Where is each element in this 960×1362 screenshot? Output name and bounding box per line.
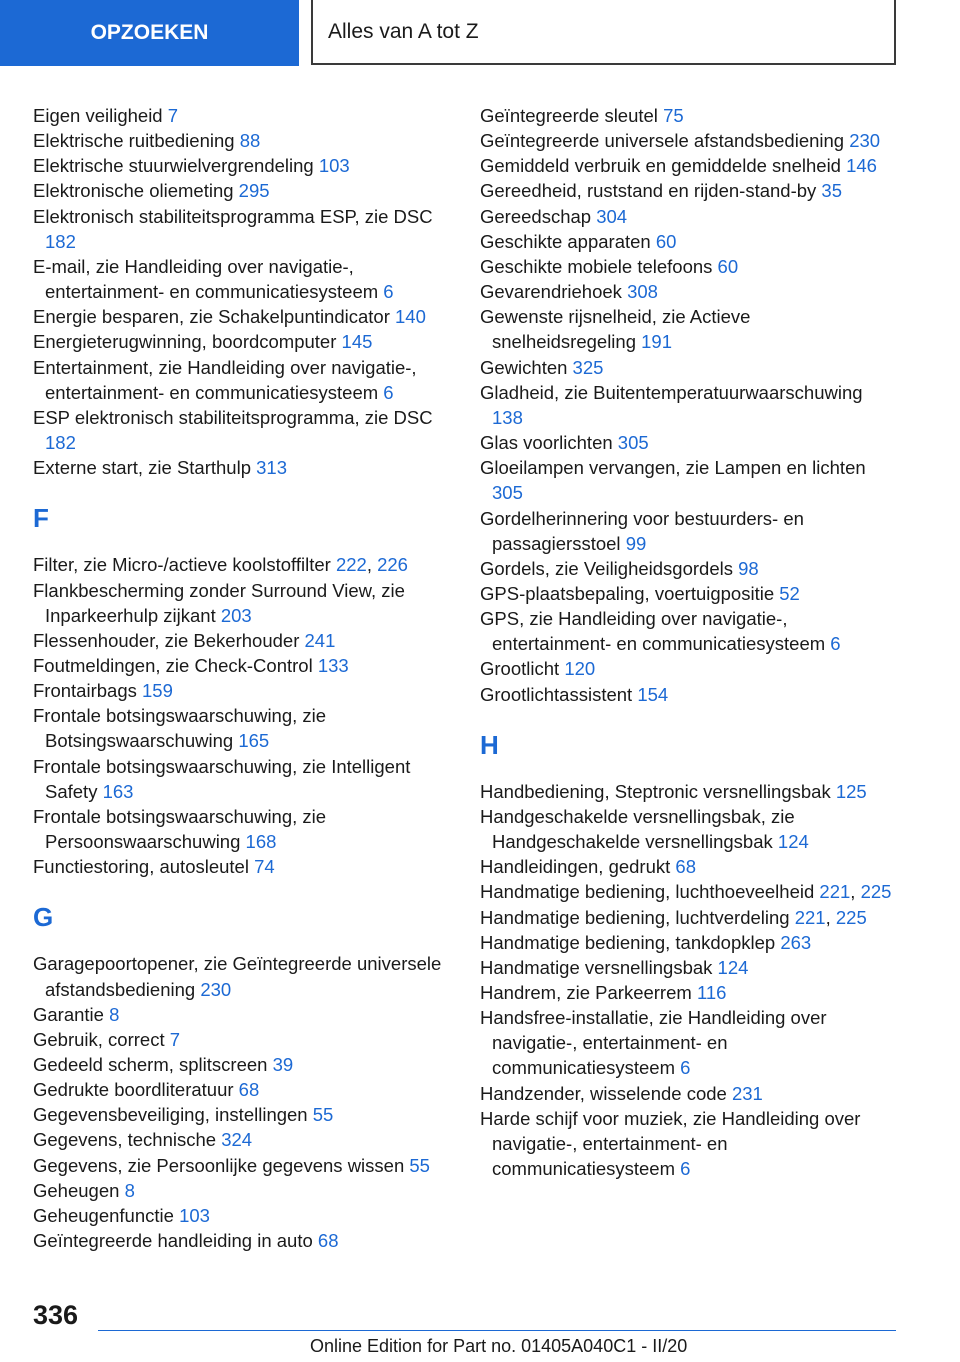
index-entry xyxy=(480,1081,895,1106)
index-entry-text: Gladheid, zie Buitentemperatuurwaarschuwing xyxy=(480,381,863,403)
index-entry-text: Handmatige bediening, luchthoeveelheid xyxy=(480,881,820,903)
index-entry xyxy=(33,254,458,304)
page-reference-link[interactable]: 241 xyxy=(304,629,336,651)
index-entry xyxy=(33,578,458,628)
index-entry-text: Glas voorlichten xyxy=(480,432,618,454)
page-reference-link[interactable]: 98 xyxy=(738,557,759,579)
index-entry: Filter, zie Micro-/actieve koolstoffilter 222, 226 xyxy=(33,554,408,576)
index-entry xyxy=(33,628,458,653)
index-entry-text: Gewenste rijsnelheid, zie Actieve snelheidsregeling xyxy=(480,306,751,353)
index-entry xyxy=(33,178,458,203)
index-entry xyxy=(33,854,458,879)
index-entry xyxy=(480,103,895,128)
index-entry xyxy=(33,1203,458,1228)
page-reference-link[interactable]: 313 xyxy=(256,457,288,479)
page-reference-link[interactable]: 221 xyxy=(819,881,851,903)
index-entry-text: Gloeilampen vervangen, zie Lampen en lichten xyxy=(480,457,866,479)
page-reference-link[interactable]: 99 xyxy=(625,532,647,554)
index-entry xyxy=(33,455,458,480)
index-entry-text: Geschikte mobiele telefoons xyxy=(480,255,718,277)
index-entry xyxy=(33,1127,458,1152)
page-reference-link[interactable]: 116 xyxy=(696,982,727,1003)
index-entry-text: Gegevens, technische xyxy=(33,1129,222,1151)
index-entry-text: Gedrukte boordliteratuur xyxy=(33,1079,239,1101)
index-entry xyxy=(33,1153,458,1178)
index-entry-text: Geïntegreerde handleiding in auto xyxy=(33,1230,318,1252)
index-entry-text: Handmatige versnellingsbak xyxy=(480,956,718,978)
index-entry-text: Gordelherinnering voor bestuurders- en passagiersstoel xyxy=(480,507,804,554)
index-entry xyxy=(33,1052,458,1077)
index-entry xyxy=(480,854,895,879)
index-letter-heading: F xyxy=(33,503,49,534)
index-entry xyxy=(480,204,895,229)
page-reference-link[interactable]: 7 xyxy=(167,105,179,126)
page-reference-link[interactable]: 304 xyxy=(596,205,628,227)
index-column-right xyxy=(480,103,895,1181)
index-entry xyxy=(33,103,458,128)
section-tab[interactable]: OPZOEKEN xyxy=(0,0,299,66)
index-entry xyxy=(480,304,895,354)
index-entry xyxy=(480,1005,895,1080)
page-reference-link[interactable]: 163 xyxy=(102,780,134,802)
index-entry-text: Handzender, wisselende code xyxy=(480,1082,732,1104)
index-entry xyxy=(33,678,458,703)
index-entry xyxy=(480,153,895,178)
index-entry xyxy=(33,355,458,405)
page-reference-link[interactable]: 6 xyxy=(383,381,394,403)
index-entry-text: Flessenhouder, zie Bekerhouder xyxy=(33,629,305,651)
page-reference-link[interactable]: 74 xyxy=(254,856,275,878)
footer-edition: Online Edition for Part no. 01405A040C1 - II/20 xyxy=(310,1336,688,1356)
index-entry xyxy=(480,656,895,681)
page-reference-link[interactable]: 182 xyxy=(45,432,76,454)
page-reference-link[interactable]: 68 xyxy=(675,856,696,878)
page-reference-link[interactable]: 6 xyxy=(680,1158,691,1180)
page-reference-link[interactable]: 35 xyxy=(821,180,842,202)
index-entry xyxy=(480,128,895,153)
page-reference-link[interactable]: 305 xyxy=(492,482,523,504)
page-reference-link[interactable]: 6 xyxy=(830,633,841,655)
index-entry xyxy=(480,178,895,203)
page-reference-link[interactable]: 55 xyxy=(409,1154,430,1176)
page-reference-link[interactable]: 154 xyxy=(637,683,669,705)
index-entry-text: Elektronische oliemeting xyxy=(33,180,239,202)
page-reference-link[interactable]: 182 xyxy=(45,230,76,252)
index-entry-text: Handmatige bediening, tankdopklep xyxy=(480,931,781,953)
page-reference-link[interactable]: 231 xyxy=(731,1082,763,1104)
index-entry-text: Frontale botsingswaarschuwing, zie Intelligent Safety xyxy=(33,755,411,802)
index-entry xyxy=(33,1002,458,1027)
page-reference-link[interactable]: 88 xyxy=(239,130,261,152)
page-reference-link[interactable]: 120 xyxy=(564,658,596,680)
index-entry-text: Filter, zie Micro-/actieve koolstoffilter xyxy=(33,554,336,576)
index-entry-text: Gegevensbeveiliging, instellingen xyxy=(33,1104,313,1126)
index-entry-text: Geïntegreerde universele afstandsbediening xyxy=(480,130,850,152)
index-entry xyxy=(33,951,458,1001)
index-entry xyxy=(480,606,895,656)
page-reference-link[interactable]: 263 xyxy=(780,931,812,953)
index-entry-text: Handmatige bediening, luchtverdeling xyxy=(480,906,795,928)
page-reference-link[interactable]: 168 xyxy=(245,831,277,853)
index-entry xyxy=(480,581,895,606)
index-entry-text: GPS-plaatsbepaling, voertuigpositie xyxy=(480,582,780,604)
page-reference-link[interactable]: 133 xyxy=(317,654,349,676)
index-entry xyxy=(480,254,895,279)
index-entry-text: Handrem, zie Parkeerrem xyxy=(480,982,697,1003)
page-reference-link[interactable]: 6 xyxy=(383,281,394,303)
chapter-title: Alles van A tot Z xyxy=(311,0,896,65)
index-entry-text: Frontale botsingswaarschuwing, zie Persoonswaarschuwing xyxy=(33,805,327,853)
page-reference-link[interactable]: 230 xyxy=(200,978,232,1000)
page-reference-link[interactable]: 308 xyxy=(627,281,658,303)
index-entry xyxy=(33,804,458,854)
index-entry-text: Geheugenfunctie xyxy=(33,1204,180,1226)
index-entry-text: Elektrische ruitbediening xyxy=(33,130,240,152)
page-reference-link[interactable]: 225 xyxy=(860,881,892,903)
index-letter-heading: H xyxy=(480,729,499,760)
page-reference-link[interactable]: 125 xyxy=(835,780,867,802)
index-entry-text: Functiestoring, autosleutel xyxy=(33,856,255,878)
index-entry-text: Geheugen xyxy=(33,1179,125,1201)
index-entry xyxy=(33,153,458,178)
index-entry-text: Harde schijf voor muziek, zie Handleiding over navigatie-, entertainment- en communicatiesysteem xyxy=(480,1107,861,1180)
index-entry-text: Energie besparen, zie Schakelpuntindicator xyxy=(33,306,396,328)
index-entry-text: Gereedheid, ruststand en rijden-stand-by xyxy=(480,180,822,202)
page-reference-link[interactable]: 103 xyxy=(318,155,350,177)
index-entry-text: Gordels, zie Veiligheidsgordels xyxy=(480,557,739,579)
page-number: 336 xyxy=(33,1300,79,1330)
index-entry-text: E-mail, zie Handleiding over navigatie-, entertainment- en communicatiesysteem xyxy=(33,255,384,303)
page-reference-link[interactable]: 103 xyxy=(179,1204,210,1226)
index-entry-text: Geschikte apparaten xyxy=(480,230,656,252)
page-reference-link[interactable]: 8 xyxy=(124,1179,135,1201)
index-entry-text: Entertainment, zie Handleiding over navigatie-, entertainment- en communicatiesysteem xyxy=(33,356,417,403)
index-entry: Handmatige bediening, luchtverdeling 221, 225 xyxy=(480,906,867,928)
index-entry xyxy=(480,556,895,581)
page-reference-link[interactable]: 55 xyxy=(312,1104,334,1126)
page-reference-link[interactable]: 39 xyxy=(272,1054,294,1075)
index-entry xyxy=(33,1178,458,1203)
index-entry xyxy=(480,229,895,254)
index-entry-text: Externe start, zie Starthulp xyxy=(33,457,257,479)
index-entry-text: GPS, zie Handleiding over navigatie-, entertainment- en communicatiesysteem xyxy=(480,608,831,655)
index-entry-text: Gegevens, zie Persoonlijke gegevens wissen xyxy=(33,1154,410,1176)
index-entry xyxy=(480,779,895,804)
page-reference-link[interactable]: 140 xyxy=(395,306,426,328)
index-entry-text: Frontale botsingswaarschuwing, zie Botsingswaarschuwing xyxy=(33,705,327,752)
index-entry-text: Handsfree-installatie, zie Handleiding over navigatie-, entertainment- en communicatiesysteem xyxy=(480,1007,827,1079)
page-reference-link[interactable]: 191 xyxy=(641,331,673,353)
index-entry-text: Gebruik, correct xyxy=(33,1028,170,1050)
page-reference-link[interactable]: 60 xyxy=(655,230,677,252)
index-entry xyxy=(33,304,458,329)
index-entry-text: Foutmeldingen, zie Check-Control xyxy=(33,654,318,676)
page-reference-link[interactable]: 324 xyxy=(221,1129,253,1151)
index-entry xyxy=(480,355,895,380)
page-reference-link[interactable]: 8 xyxy=(109,1003,120,1025)
index-entry-text: Elektrische stuurwielvergrendeling xyxy=(33,155,319,177)
index-entry-text: Grootlicht xyxy=(480,658,565,680)
index-entry-text: Geïntegreerde sleutel xyxy=(480,105,664,126)
index-entry xyxy=(33,405,458,455)
page-reference-link[interactable]: 60 xyxy=(717,255,739,277)
index-entry xyxy=(33,1228,458,1253)
index-entry-text: Grootlichtassistent xyxy=(480,683,638,705)
page-reference-link[interactable]: 75 xyxy=(663,105,684,126)
page-reference-link[interactable]: 165 xyxy=(238,730,270,752)
footer-rule xyxy=(98,1330,896,1331)
index-entry-text: Gereedschap xyxy=(480,205,597,227)
index-entry-text: Garagepoortopener, zie Geïntegreerde universele afstandsbediening xyxy=(33,953,442,1000)
index-entry xyxy=(33,1077,458,1102)
index-entry xyxy=(480,430,895,455)
page-reference-link[interactable]: 68 xyxy=(238,1079,260,1101)
page-reference-link[interactable]: 7 xyxy=(169,1028,181,1050)
page-reference-link[interactable]: 145 xyxy=(341,331,373,353)
index-entry-text: Gedeeld scherm, splitscreen xyxy=(33,1054,273,1075)
index-entry xyxy=(480,506,895,556)
index-entry xyxy=(480,980,895,1005)
index-entry xyxy=(480,804,895,854)
index-entry xyxy=(33,703,458,753)
page-header xyxy=(0,0,960,66)
page-reference-link[interactable]: 138 xyxy=(492,406,523,428)
page-reference-link[interactable]: 225 xyxy=(835,906,867,928)
index-entry-text: Gevarendriehoek xyxy=(480,281,628,303)
index-entry-text: Handbediening, Steptronic versnellingsbak xyxy=(480,780,836,802)
index-entry xyxy=(480,682,895,707)
index-entry xyxy=(480,955,895,980)
page-reference-link[interactable]: 124 xyxy=(777,831,809,853)
page-reference-link[interactable]: 146 xyxy=(846,155,877,177)
page-reference-link[interactable]: 124 xyxy=(717,956,749,978)
index-entry: Handmatige bediening, luchthoeveelheid 221, 225 xyxy=(480,881,892,903)
page-reference-link[interactable]: 305 xyxy=(617,432,649,454)
index-entry-text: Handgeschakelde versnellingsbak, zie Handgeschakelde versnellingsbak xyxy=(480,805,795,853)
page-reference-link[interactable]: 222 xyxy=(335,554,367,576)
page-reference-link[interactable]: 221 xyxy=(794,906,826,928)
index-column-left xyxy=(33,103,458,1253)
page-reference-link[interactable]: 325 xyxy=(572,356,604,378)
page-reference-link[interactable]: 52 xyxy=(779,582,800,604)
index-entry-text: Energieterugwinning, boordcomputer xyxy=(33,331,342,353)
index-entry-text: Garantie xyxy=(33,1003,110,1025)
index-entry xyxy=(33,653,458,678)
index-entry xyxy=(33,128,458,153)
page-reference-link[interactable]: 295 xyxy=(238,180,270,202)
page-reference-link[interactable]: 6 xyxy=(680,1057,691,1079)
page-reference-link[interactable]: 159 xyxy=(142,680,173,702)
index-entry-text: Eigen veiligheid xyxy=(33,105,168,126)
index-entry xyxy=(33,754,458,804)
index-entry xyxy=(480,380,895,430)
index-entry xyxy=(480,1106,895,1181)
page-reference-link[interactable]: 68 xyxy=(317,1230,339,1252)
index-entry-text: Elektronisch stabiliteitsprogramma ESP, zie DSC xyxy=(33,205,433,227)
index-entry-text: Handleidingen, gedrukt xyxy=(480,856,676,878)
index-entry-text: Frontairbags xyxy=(33,680,142,702)
index-letter-heading: G xyxy=(33,902,54,933)
page-reference-link[interactable]: 230 xyxy=(849,130,881,152)
index-entry xyxy=(480,930,895,955)
index-entry-text: ESP elektronisch stabiliteitsprogramma, zie DSC xyxy=(33,406,433,428)
index-entry xyxy=(33,329,458,354)
index-entry xyxy=(480,279,895,304)
index-entry xyxy=(33,1102,458,1127)
index-entry-text: Flankbescherming zonder Surround View, zie Inparkeerhulp zijkant xyxy=(33,579,405,626)
index-entry-text: Gewichten xyxy=(480,356,573,378)
index-entry-text: Gemiddeld verbruik en gemiddelde snelheid xyxy=(480,155,847,177)
page-reference-link[interactable]: 226 xyxy=(377,554,408,576)
index-entry xyxy=(33,204,458,254)
index-entry xyxy=(480,455,895,505)
index-entry xyxy=(33,1027,458,1052)
page-reference-link[interactable]: 203 xyxy=(220,604,252,626)
